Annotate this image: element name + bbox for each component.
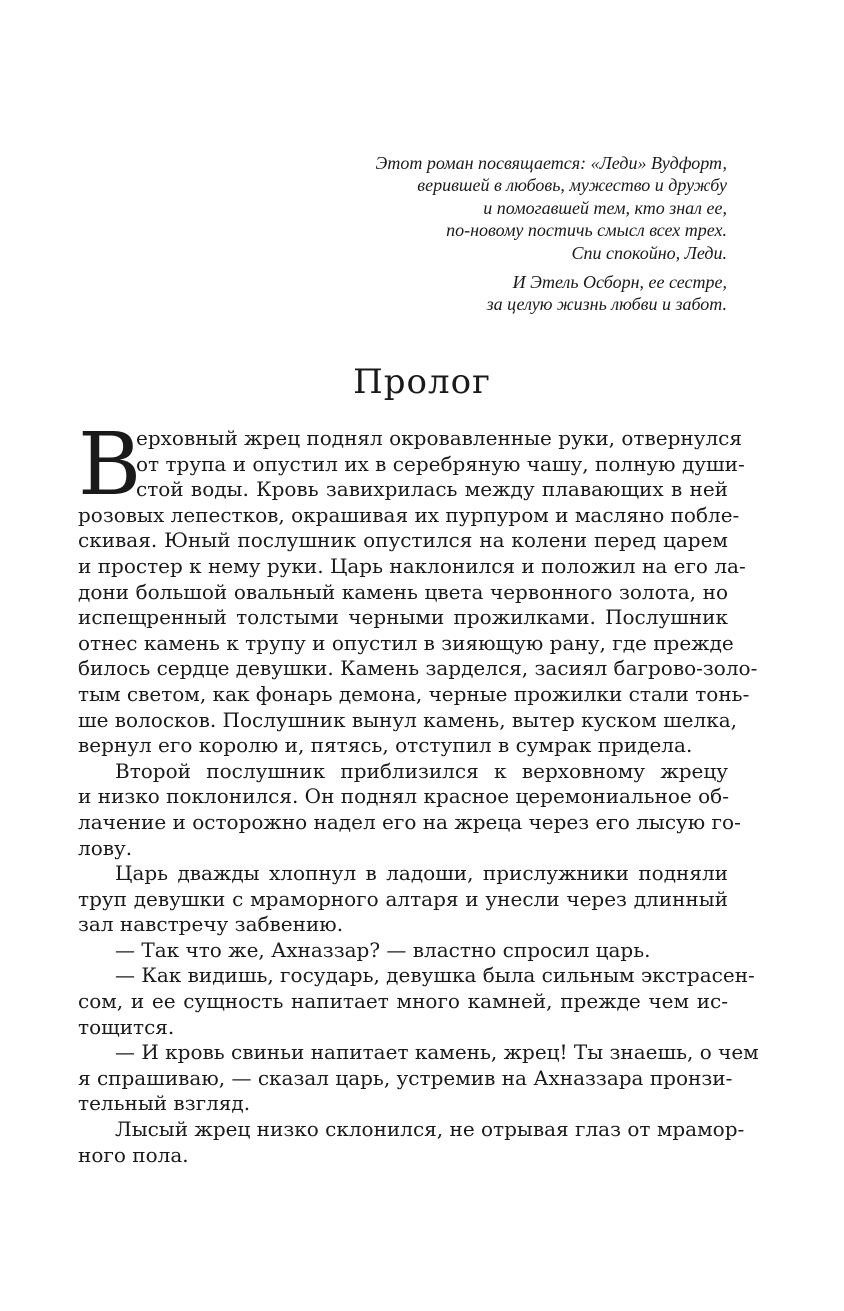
text-line: я спрашиваю, — сказал царь, устремив на Ахназзара пронзи-: [78, 1065, 733, 1090]
text-line: — Как видишь, государь, девушка была сильным экстрасен-: [115, 963, 755, 988]
text-line: и простер к нему руки. Царь наклонился и положил на его ла-: [78, 553, 746, 578]
dedication-line: и помогавшей тем, кто знал ее,: [483, 197, 727, 218]
text-line: ше волосков. Послушник вынул камень, вытер куском шелка,: [78, 707, 737, 732]
text-line: — Так что же, Ахназзар? — властно спросил царь.: [115, 937, 651, 962]
text-line: скивая. Юный послушник опустился на колени перед царем: [78, 528, 728, 553]
dedication-line: И Этель Осборн, ее сестре,: [512, 272, 727, 293]
text-line: Лысый жрец низко склонился, не отрывая глаз от мрамор-: [115, 1117, 745, 1142]
text-line: ерховный жрец поднял окровавленные руки, отвернулся: [136, 426, 742, 450]
dedication-line: Этот роман посвящается: «Леди» Вудфорт,: [375, 153, 727, 173]
text-line: лову.: [78, 835, 133, 860]
text-line: труп девушки с мраморного алтаря и унесли через длинный: [78, 886, 728, 911]
paragraph-4: [78, 938, 728, 964]
chapter-body: [78, 415, 759, 1168]
text-line: зал навстречу забвению.: [78, 912, 344, 937]
text-line: сом, и ее сущность напитает много камней, прежде чем ис-: [78, 989, 728, 1014]
text-line: дони большой овальный камень цвета червонного золота, но: [78, 579, 728, 604]
dedication-block-1: [287, 152, 727, 264]
paragraph-7: [78, 1117, 745, 1168]
text-line: тельный взгляд.: [78, 1091, 251, 1116]
paragraph-3: [78, 861, 728, 938]
text-line: розовых лепестков, окрашивая их пурпуром и масляно побле-: [78, 502, 740, 527]
paragraph-2: [78, 758, 741, 861]
text-line: тым светом, как фонарь демона, черные прожилки стали тонь-: [78, 681, 750, 706]
text-line: — И кровь свиньи напитает камень, жрец! Ты знаешь, о чем: [115, 1040, 759, 1065]
text-line: ного пола.: [78, 1142, 189, 1167]
dedication-line: верившей в любовь, мужество и дружбу: [417, 175, 727, 196]
chapter-title: Пролог: [353, 362, 491, 402]
text-line: лачение и осторожно надел его на жреца через его лысую го-: [78, 809, 741, 834]
text-line: тощится.: [78, 1014, 175, 1039]
dedication-line: по-новому постичь смысл всех трех.: [446, 220, 727, 241]
paragraph-1: [78, 415, 758, 759]
text-line: стой воды. Кровь завихрилась между плавающих в ней: [136, 477, 728, 502]
text-line: Царь дважды хлопнул в ладоши, прислужники подняли: [115, 861, 728, 886]
text-line: и низко поклонился. Он поднял красное церемониальное об-: [78, 784, 729, 809]
text-line: отнес камень к трупу и опустил в зияющую рану, где прежде: [78, 630, 734, 655]
drop-cap: В: [78, 415, 142, 515]
text-line: от трупа и опустил их в серебряную чашу, полную души-: [136, 451, 745, 476]
dedication: [287, 152, 727, 316]
text-line: билось сердце девушки. Камень зарделся, засиял багрово-золо-: [78, 656, 758, 681]
text-line: испещренный толстыми черными прожилками. Послушник: [78, 605, 728, 630]
text-line: вернул его королю и, пятясь, отступил в сумрак придела.: [78, 733, 693, 758]
paragraph-6: [78, 1040, 759, 1117]
paragraph-5: [78, 963, 755, 1040]
dedication-line: за целую жизнь любви и забот.: [486, 294, 727, 315]
text-line: Второй послушник приблизился к верховному жрецу: [115, 758, 728, 783]
dedication-line: Спи спокойно, Леди.: [571, 242, 727, 263]
dedication-block-2: [287, 271, 727, 316]
